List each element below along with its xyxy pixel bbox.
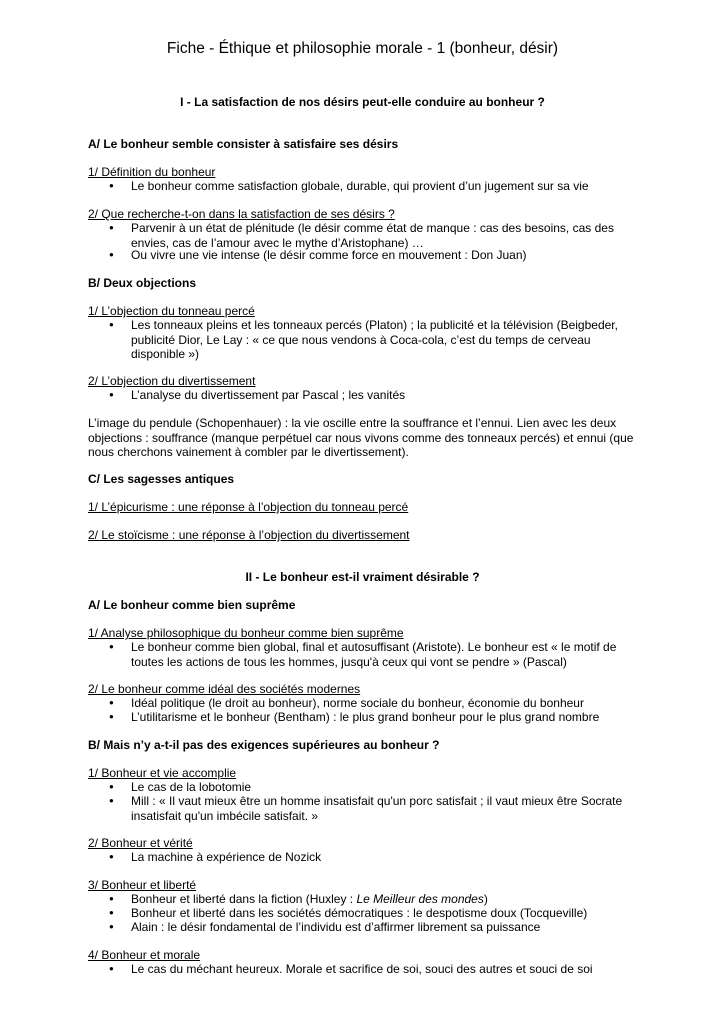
- pendulum-paragraph: L’image du pendule (Schopenhauer) : la vie oscille entre la souffrance et l’ennui. Lien avec les deux objections : souffrance (manque perpétuel car nous vivons comme des tonneaux percés) et ennui (que nous cherchons vainement à combler par le divertissement).: [88, 416, 634, 459]
- part1-c-sub2: 2/ Le stoïcisme : une réponse à l’objection du divertissement: [88, 528, 410, 542]
- part1-b-sub1: 1/ L’objection du tonneau percé: [88, 304, 255, 318]
- part2-b-sub4: 4/ Bonheur et morale: [88, 948, 201, 962]
- bullet-text: ): [483, 892, 488, 906]
- bullet-item: ● Mill : « Il vaut mieux être un homme insatisfait qu'un porc satisfait ; il vaut mieux être Socrate insatisfait qu'un imbécile satisfait. »: [131, 794, 641, 823]
- bullet-item: ● Idéal politique (le droit au bonheur), norme sociale du bonheur, économie du bonheur: [131, 696, 641, 711]
- part1-a-sub1: 1/ Définition du bonheur: [88, 165, 216, 179]
- part2-b-sub1: 1/ Bonheur et vie accomplie: [88, 766, 237, 780]
- bullet-item: ● Bonheur et liberté dans les sociétés démocratiques : le despotisme doux (Tocqueville): [131, 906, 641, 921]
- part1-c-heading: C/ Les sagesses antiques: [88, 472, 235, 486]
- part1-b-heading: B/ Deux objections: [88, 276, 197, 290]
- part2-a-sub1: 1/ Analyse philosophique du bonheur comme bien suprême: [88, 626, 404, 640]
- bullet-item: ● L’analyse du divertissement par Pascal ; les vanités: [131, 388, 641, 403]
- part2-b-sub3: 3/ Bonheur et liberté: [88, 878, 197, 892]
- part2-heading: II - Le bonheur est-il vraiment désirable ?: [245, 570, 480, 584]
- bullet-item: ● Le bonheur comme bien global, final et autosuffisant (Aristote). Le bonheur est « le motif de toutes les actions de tous les hommes, jusqu'à ceux qui vont se pendre » (Pascal): [131, 640, 641, 669]
- part2-b-heading: B/ Mais n’y a-t-il pas des exigences supérieures au bonheur ?: [88, 738, 440, 752]
- bullet-item: ● Les tonneaux pleins et les tonneaux percés (Platon) ; la publicité et la télévision (Beigbeder, publicité Dior, Le Lay : « ce que nous vendons à Coca-cola, c’est du temps de cerveau disponible »): [131, 318, 641, 362]
- part2-a-sub2: 2/ Le bonheur comme idéal des sociétés modernes: [88, 682, 361, 696]
- bullet-item: ● Ou vivre une vie intense (le désir comme force en mouvement : Don Juan): [131, 248, 641, 263]
- bullet-item: [131, 892, 641, 907]
- bullet-item: ● Le cas du méchant heureux. Morale et sacrifice de soi, souci des autres et souci de soi: [131, 962, 641, 977]
- page-title: Fiche - Éthique et philosophie morale - 1 (bonheur, désir): [166, 40, 559, 57]
- bullet-item: ● Le bonheur comme satisfaction globale, durable, qui provient d’un jugement sur sa vie: [131, 179, 641, 194]
- bullet-item: ● Le cas de la lobotomie: [131, 780, 641, 795]
- book-title: Le Meilleur des mondes: [356, 892, 484, 906]
- part1-c-sub1: 1/ L’épicurisme : une réponse à l’objection du tonneau percé: [88, 500, 409, 514]
- bullet-text: Bonheur et liberté dans la fiction (Huxley :: [131, 892, 357, 906]
- bullet-item: ● Parvenir à un état de plénitude (le désir comme état de manque : cas des besoins, cas des envies, cas de l’amour avec le mythe d’Aristophane) …: [131, 221, 641, 250]
- part1-a-sub2: 2/ Que recherche-t-on dans la satisfaction de ses désirs ?: [88, 207, 395, 221]
- part1-b-sub2: 2/ L’objection du divertissement: [88, 374, 256, 388]
- part2-b-sub2: 2/ Bonheur et vérité: [88, 836, 193, 850]
- part1-heading: I - La satisfaction de nos désirs peut-elle conduire au bonheur ?: [180, 95, 545, 109]
- bullet-item: ● La machine à expérience de Nozick: [131, 850, 641, 865]
- part1-a-heading: A/ Le bonheur semble consister à satisfaire ses désirs: [88, 137, 399, 151]
- part2-a-heading: A/ Le bonheur comme bien suprême: [88, 598, 296, 612]
- bullet-item: ● Alain : le désir fondamental de l’individu est d’affirmer librement sa puissance: [131, 920, 641, 935]
- bullet-item: ● L’utilitarisme et le bonheur (Bentham) : le plus grand bonheur pour le plus grand nombre: [131, 710, 641, 725]
